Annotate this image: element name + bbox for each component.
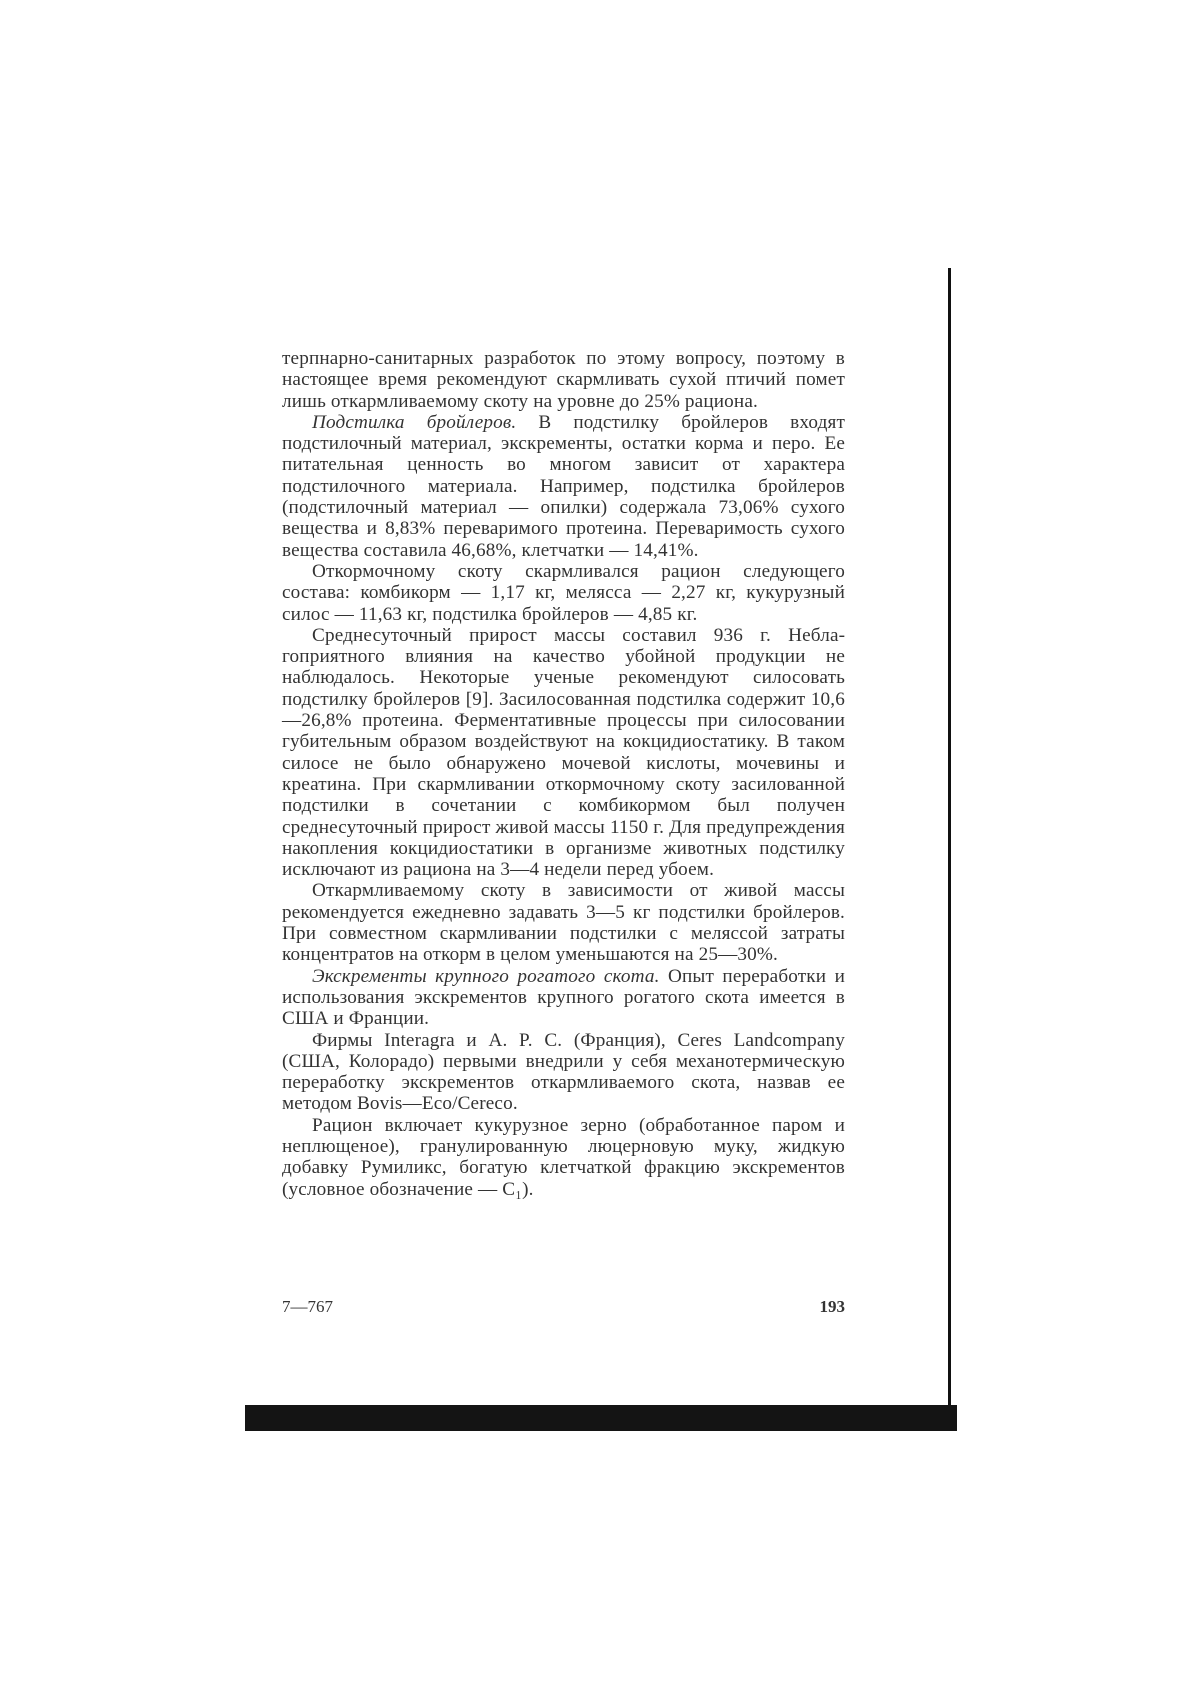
paragraph-6-lead: Экскременты крупного рогатого скота.: [312, 965, 660, 987]
body-text: [282, 348, 845, 1200]
paragraph-7: [282, 1030, 845, 1115]
paragraph-3-text: Откормочному скоту скармливался рацион следующего состава: комбикорм — 1,17 кг, мелясса — 2,27 кг, кукурузный силос — 11,63 кг, подстилка бройлеров — 4,85 кг.: [282, 560, 845, 625]
paragraph-8: [282, 1115, 845, 1200]
scan-edge-right: [948, 268, 951, 1418]
scan-band-bottom: [245, 1405, 957, 1431]
paragraph-2: [282, 412, 845, 561]
paragraph-6: [282, 966, 845, 1030]
paragraph-6-text: Опыт переработки и использования экскрементов крупного рогатого скота имеется в США и Франции.: [282, 965, 846, 1030]
page-footer: [282, 1296, 845, 1318]
paragraph-1: [282, 348, 845, 412]
paragraph-5: [282, 880, 845, 965]
page-number: 193: [819, 1297, 845, 1316]
paragraph-7-text: Фирмы Interagra и A. P. C. (Франция), Ceres Landcompany (США, Колорадо) первыми внедрили у себя механотермическую переработку экскрементов откармливаемого скота, назвав ее методом Bovis—Eco/Cereco.: [282, 1029, 845, 1115]
paragraph-2-text: В подстилку бройлеров входят подстилочный материал, экскременты, остатки корма и перо. Ее питательная ценность во многом зависит от характера подстилочного материала. Например, подстилка бройлеров (подстилочный материал — опилки) содержала 73,06% сухого вещества и 8,83% переваримого протеина. Переваримость сухого вещества составила 46,68%, клетчатки — 14,41%.: [282, 411, 845, 561]
paragraph-8-text: Рацион включает кукурузное зерно (обработанное паром и неплющеное), гранулированную люцерновую муку, жидкую добавку Румиликс, богатую клетчаткой фракцию экскрементов (условное обозначение — C₁).: [282, 1114, 845, 1200]
paragraph-4: [282, 625, 845, 881]
paragraph-3: [282, 561, 845, 625]
paragraph-2-lead: Подстилка бройлеров.: [312, 411, 517, 433]
signature-mark: 7—767: [282, 1297, 333, 1316]
paragraph-1-text: терпнарно-санитарных разработок по этому вопросу, поэтому в настоящее время рекомендуют скармливать сухой птичий помет лишь откармливаемому скоту на уровне до 25% рациона.: [282, 348, 845, 412]
paragraph-5-text: Откармливаемому скоту в зависимости от живой массы рекомендуется ежедневно задавать 3—5 кг подстилки бройлеров. При совместном скармливании подстилки с меляссой затраты концентратов на откорм в целом уменьшаются на 25—30%.: [282, 880, 845, 966]
paragraph-4-text: Среднесуточный прирост массы составил 936 г. Неблагоприятного влияния на качество убойной продукции не наблюдалось. Некоторые ученые рекомендуют силосовать подстилку бройлеров [9]. Засилосованная подстилка содержит 10,6—26,8% протеина. Ферментативные процессы при силосовании губительным образом воздействуют на кокцидиостатику. В таком силосе не было обнаружено мочевой кислоты, мочевины и креатина. При скармливании откормочному скоту засилованной подстилки в сочетании с комбикормом был получен среднесуточный прирост живой массы 1150 г. Для предупреждения накопления кокцидиостатики в организме животных подстилку исключают из рациона на 3—4 недели перед убоем.: [282, 624, 845, 881]
